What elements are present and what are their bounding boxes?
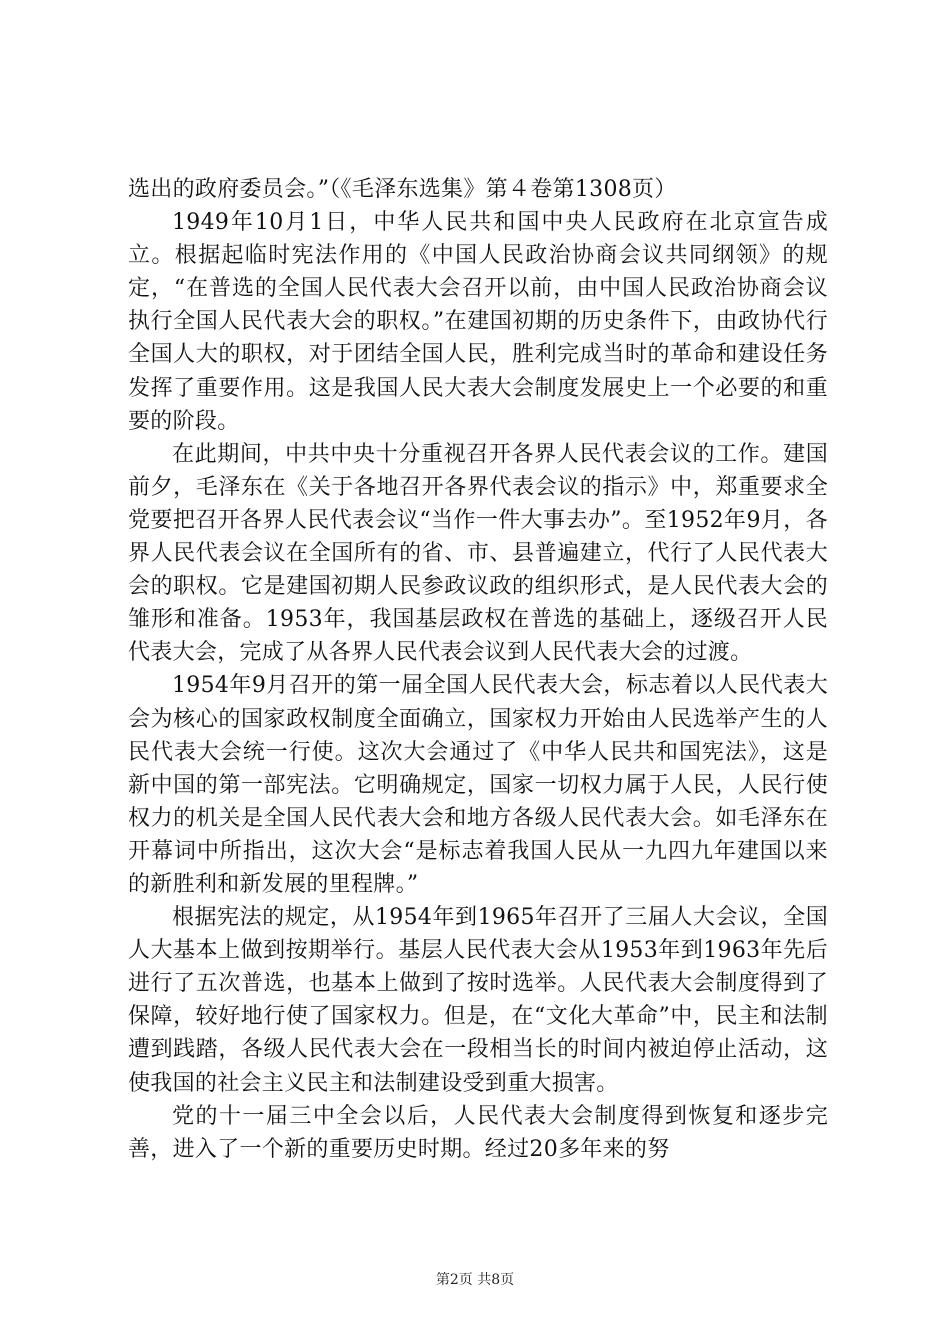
paragraph-founding-1949: 1949年10月1日，中华人民共和国中央人民政府在北京宣告成立。根据起临时宪法作用的《中国人民政治协商会议共同纲领》的规定，“在普选的全国人民代表大会召开以前，由中国人民政治协商会议执行全国人民代表大会的职权。”在建国初期的历史条件下，由政协代行全国人大的职权，对于团结全国人民，胜利完成当时的革命和建设任务发挥了重要作用。这是我国人民大表大会制度发展史上一个必要的和重要的阶段。 [128,210,828,434]
paragraph-third-plenum: 党的十一届三中全会以后，人民代表大会制度得到恢复和逐步完善，进入了一个新的重要历史时期。经过20多年来的努 [128,1103,828,1162]
paragraph-constitution-sessions: 根据宪法的规定，从1954年到1965年召开了三届人大会议，全国人大基本上做到按期举行。基层人民代表大会从1953年到1963年先后进行了五次普选，也基本上做到了按时选举。人民代表大会制度得到了保障，较好地行使了国家权力。但是，在“文化大革命”中，民主和法制遭到践踏，各级人民代表大会在一段相当长的时间内被迫停止活动，这使我国的社会主义民主和法制建设受到重大损害。 [128,905,828,1096]
page-number-footer: 第2页 共8页 [435,1272,515,1288]
document-body [128,173,828,1166]
paragraph-representative-conferences: 在此期间，中共中央十分重视召开各界人民代表会议的工作。建国前夕，毛泽东在《关于各地召开各界代表会议的指示》中，郑重要求全党要把召开各界人民代表会议“当作一件大事去办”。至1952年9月，各界人民代表会议在全国所有的省、市、县普遍建立，代行了人民代表大会的职权。它是建国初期人民参政议政的组织形式，是人民代表大会的雏形和准备。1953年，我国基层政权在普选的基础上，逐级召开人民代表大会，完成了从各界人民代表会议到人民代表大会的过渡。 [128,441,828,666]
paragraph-continuation: 选出的政府委员会。”（《毛泽东选集》第４卷第1308页） [128,177,677,202]
paragraph-first-npc-1954: 1954年9月召开的第一届全国人民代表大会，标志着以人民代表大会为核心的国家政权制度全面确立，国家权力开始由人民选举产生的人民代表大会统一行使。这次大会通过了《中华人民共和国宪法》，这是新中国的第一部宪法。它明确规定，国家一切权力属于人民，人民行使权力的机关是全国人民代表大会和地方各级人民代表大会。如毛泽东在开幕词中所指出，这次大会“是标志着我国人民从一九四九年建国以来的新胜利和新发展的里程牌。” [128,673,828,897]
